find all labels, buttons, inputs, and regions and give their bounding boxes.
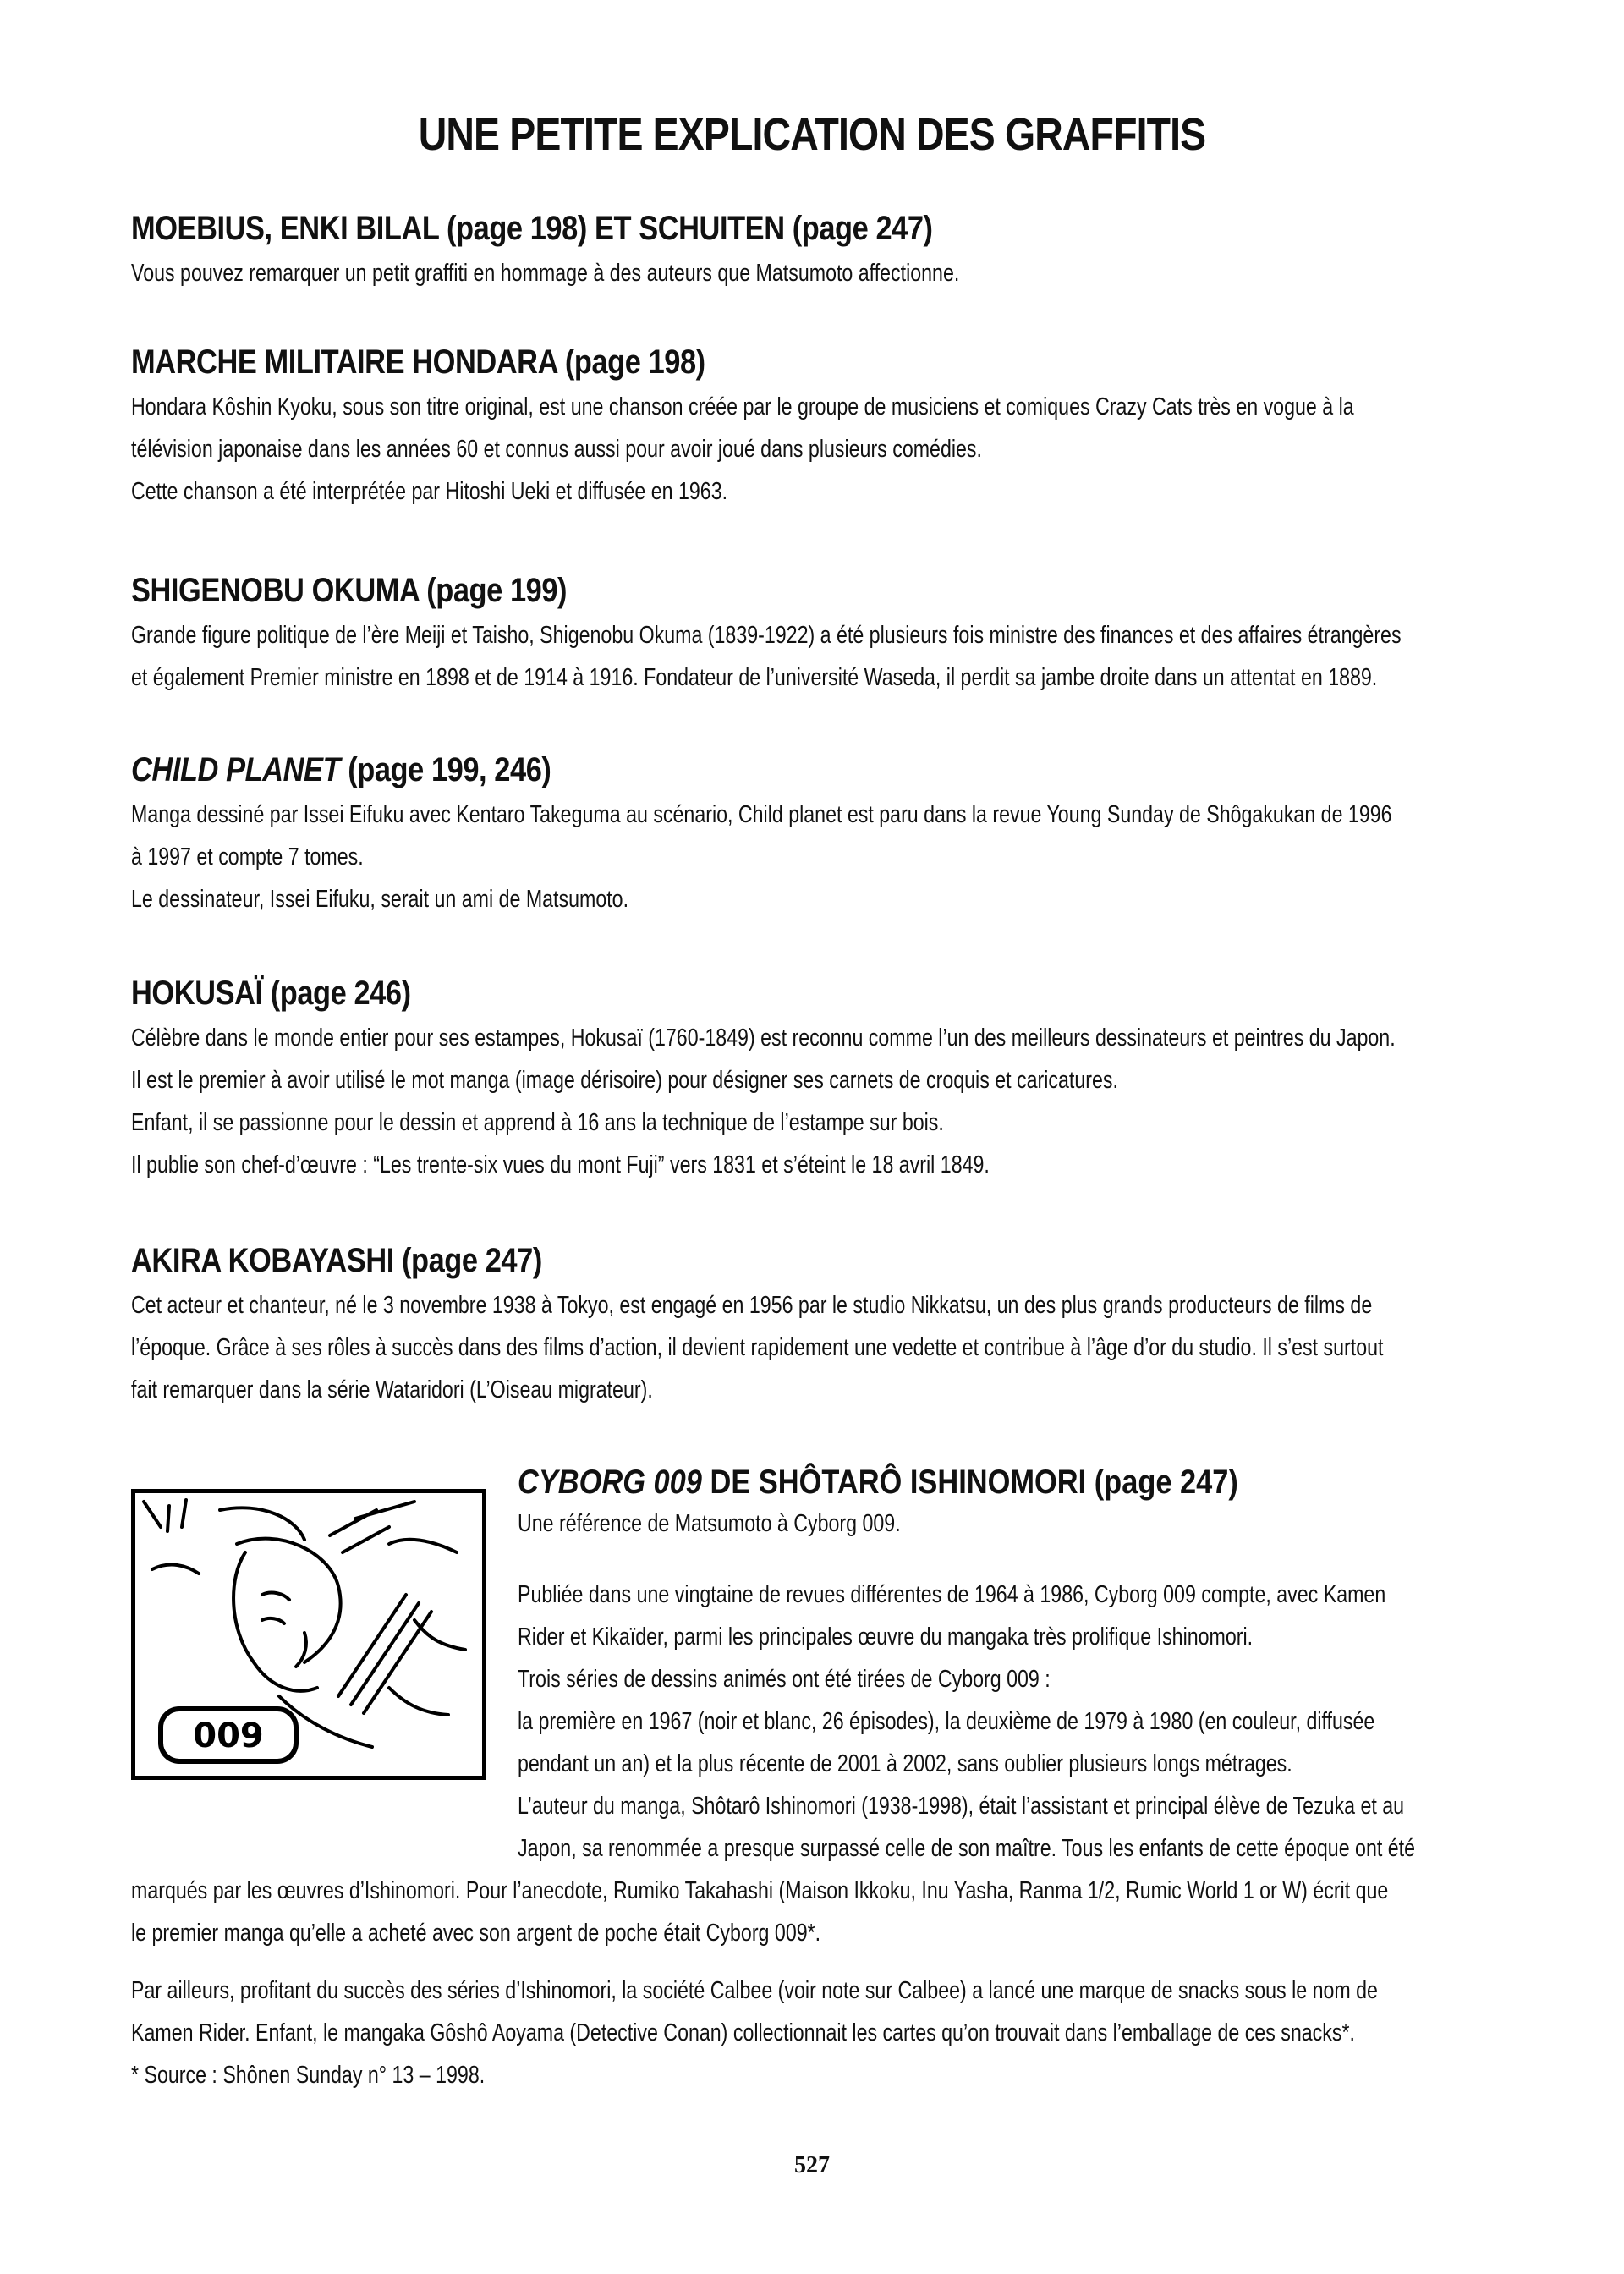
body-line: Le dessinateur, Issei Eifuku, serait un ami de Matsumoto. [131,886,629,913]
body-line: Il publie son chef-d’œuvre : “Les trente-six vues du mont Fuji” vers 1831 et s’éteint le 18 avril 1849. [131,1151,990,1178]
body-line: Enfant, il se passionne pour le dessin et apprend à 16 ans la technique de l’estampe sur bois. [131,1109,944,1136]
body-line: la première en 1967 (noir et blanc, 26 épisodes), la deuxième de 1979 à 1980 (en couleur, diffusée [518,1708,1375,1735]
cyborg-body-wide [131,1870,1510,1954]
body-line: Publiée dans une vingtaine de revues différentes de 1964 à 1986, Cyborg 009 compte, avec Kamen [518,1581,1386,1608]
body-line: et également Premier ministre en 1898 et de 1914 à 1916. Fondateur de l’université Waseda, il perdit sa jambe droite dans un attentat en 1889. [131,664,1378,691]
section-body [131,386,1510,513]
heading-rest: DE SHÔTARÔ ISHINOMORI (page 247) [701,1464,1238,1501]
section-heading: HOKUSAÏ (page 246) [131,975,411,1012]
section-okuma [131,570,1510,699]
body-line: Manga dessiné par Issei Eifuku avec Kentaro Takeguma au scénario, Child planet est paru dans la revue Young Sunday de Shôgakukan de 1996 [131,801,1392,828]
body-line: fait remarquer dans la série Wataridori (L’Oiseau migrateur). [131,1376,653,1403]
section-child-planet [131,750,1510,920]
section-heading [518,1462,1376,1502]
body-line: L’auteur du manga, Shôtarô Ishinomori (1938-1998), était l’assistant et principal élève de Tezuka et au [518,1793,1405,1820]
cyborg-body-narrow [518,1574,1516,1870]
body-line: Cette chanson a été interprétée par Hitoshi Ueki et diffusée en 1963. [131,478,728,505]
page-title: UNE PETITE EXPLICATION DES GRAFFITIS [418,109,1206,160]
body-line: Japon, sa renommée a presque surpassé celle de son maître. Tous les enfants de cette époque ont été [518,1835,1415,1862]
body-line: Célèbre dans le monde entier pour ses estampes, Hokusaï (1760-1849) est reconnu comme l’un des meilleurs dessinateurs et peintres du Japon. [131,1024,1396,1052]
figure-label: 009 [193,1716,264,1755]
body-line: à 1997 et compte 7 tomes. [131,843,364,871]
body-line: Rider et Kikaïder, parmi les principales œuvre du mangaka très prolifique Ishinomori. [518,1623,1254,1651]
section-body [131,614,1510,699]
section-kobayashi [131,1240,1510,1411]
body-line: Vous pouvez remarquer un petit graffiti en hommage à des auteurs que Matsumoto affectionne. [131,260,960,287]
section-heading: MOEBIUS, ENKI BILAL (page 198) ET SCHUITEN (page 247) [131,210,933,247]
section-body [131,1017,1510,1186]
manga-sketch-icon [135,1493,482,1776]
section-heading: SHIGENOBU OKUMA (page 199) [131,572,568,609]
section-body [131,1284,1510,1411]
section-heading: AKIRA KOBAYASHI (page 247) [131,1242,542,1279]
body-line: marqués par les œuvres d’Ishinomori. Pour l’anecdote, Rumiko Takahashi (Maison Ikkoku, Inu Yasha, Ranma 1/2, Rumic World 1 or W) écrit que [131,1877,1389,1904]
body-line: Kamen Rider. Enfant, le mangaka Gôshô Aoyama (Detective Conan) collectionnait les cartes qu’on trouvait dans l’emballage de ces snacks*. [131,2019,1355,2046]
section-hondara [131,342,1510,513]
section-heading: MARCHE MILITAIRE HONDARA (page 198) [131,343,705,381]
heading-italic: CHILD PLANET [131,751,341,788]
body-line: Une référence de Matsumoto à Cyborg 009. [518,1510,901,1537]
body-line: Grande figure politique de l’ère Meiji et Taisho, Shigenobu Okuma (1839-1922) a été plusieurs fois ministre des finances et des affaires étrangères [131,622,1402,649]
page-number: 527 [794,2152,830,2178]
body-line: pendant un an) et la plus récente de 2001 à 2002, sans oublier plusieurs longs métrages. [518,1750,1292,1777]
section-body [131,252,1510,294]
body-line: Trois séries de dessins animés ont été tirées de Cyborg 009 : [518,1666,1051,1693]
cyborg-009-drawing [131,1489,486,1780]
body-line: télévision japonaise dans les années 60 et connus aussi pour avoir joué dans plusieurs comédies. [131,436,982,463]
heading-rest: (page 199, 246) [340,751,551,788]
source-note: * Source : Shônen Sunday n° 13 – 1998. [131,2062,486,2089]
section-hokusai [131,973,1510,1186]
body-line: Il est le premier à avoir utilisé le mot manga (image dérisoire) pour désigner ses carnets de croquis et caricatures. [131,1067,1118,1094]
body-line: le premier manga qu’elle a acheté avec son argent de poche était Cyborg 009*. [131,1920,821,1947]
body-line: Cet acteur et chanteur, né le 3 novembre 1938 à Tokyo, est engagé en 1956 par le studio Nikkatsu, un des plus grands producteurs de films de [131,1292,1373,1319]
section-cyborg [518,1462,1516,1545]
section-moebius [131,208,1510,294]
heading-italic: CYBORG 009 [518,1464,702,1501]
section-heading [131,750,1317,790]
body-line: l’époque. Grâce à ses rôles à succès dans des films d’action, il devient rapidement une vedette et contribue à l’âge d’or du studio. Il s’est surtout [131,1334,1384,1361]
cyborg-body-final [131,1969,1510,2096]
body-line: Hondara Kôshin Kyoku, sous son titre original, est une chanson créée par le groupe de musiciens et comiques Crazy Cats très en vogue à la [131,393,1354,420]
body-line: Par ailleurs, profitant du succès des séries d’Ishinomori, la société Calbee (voir note sur Calbee) a lancé une marque de snacks sous le nom de [131,1977,1378,2004]
section-body [131,794,1510,920]
